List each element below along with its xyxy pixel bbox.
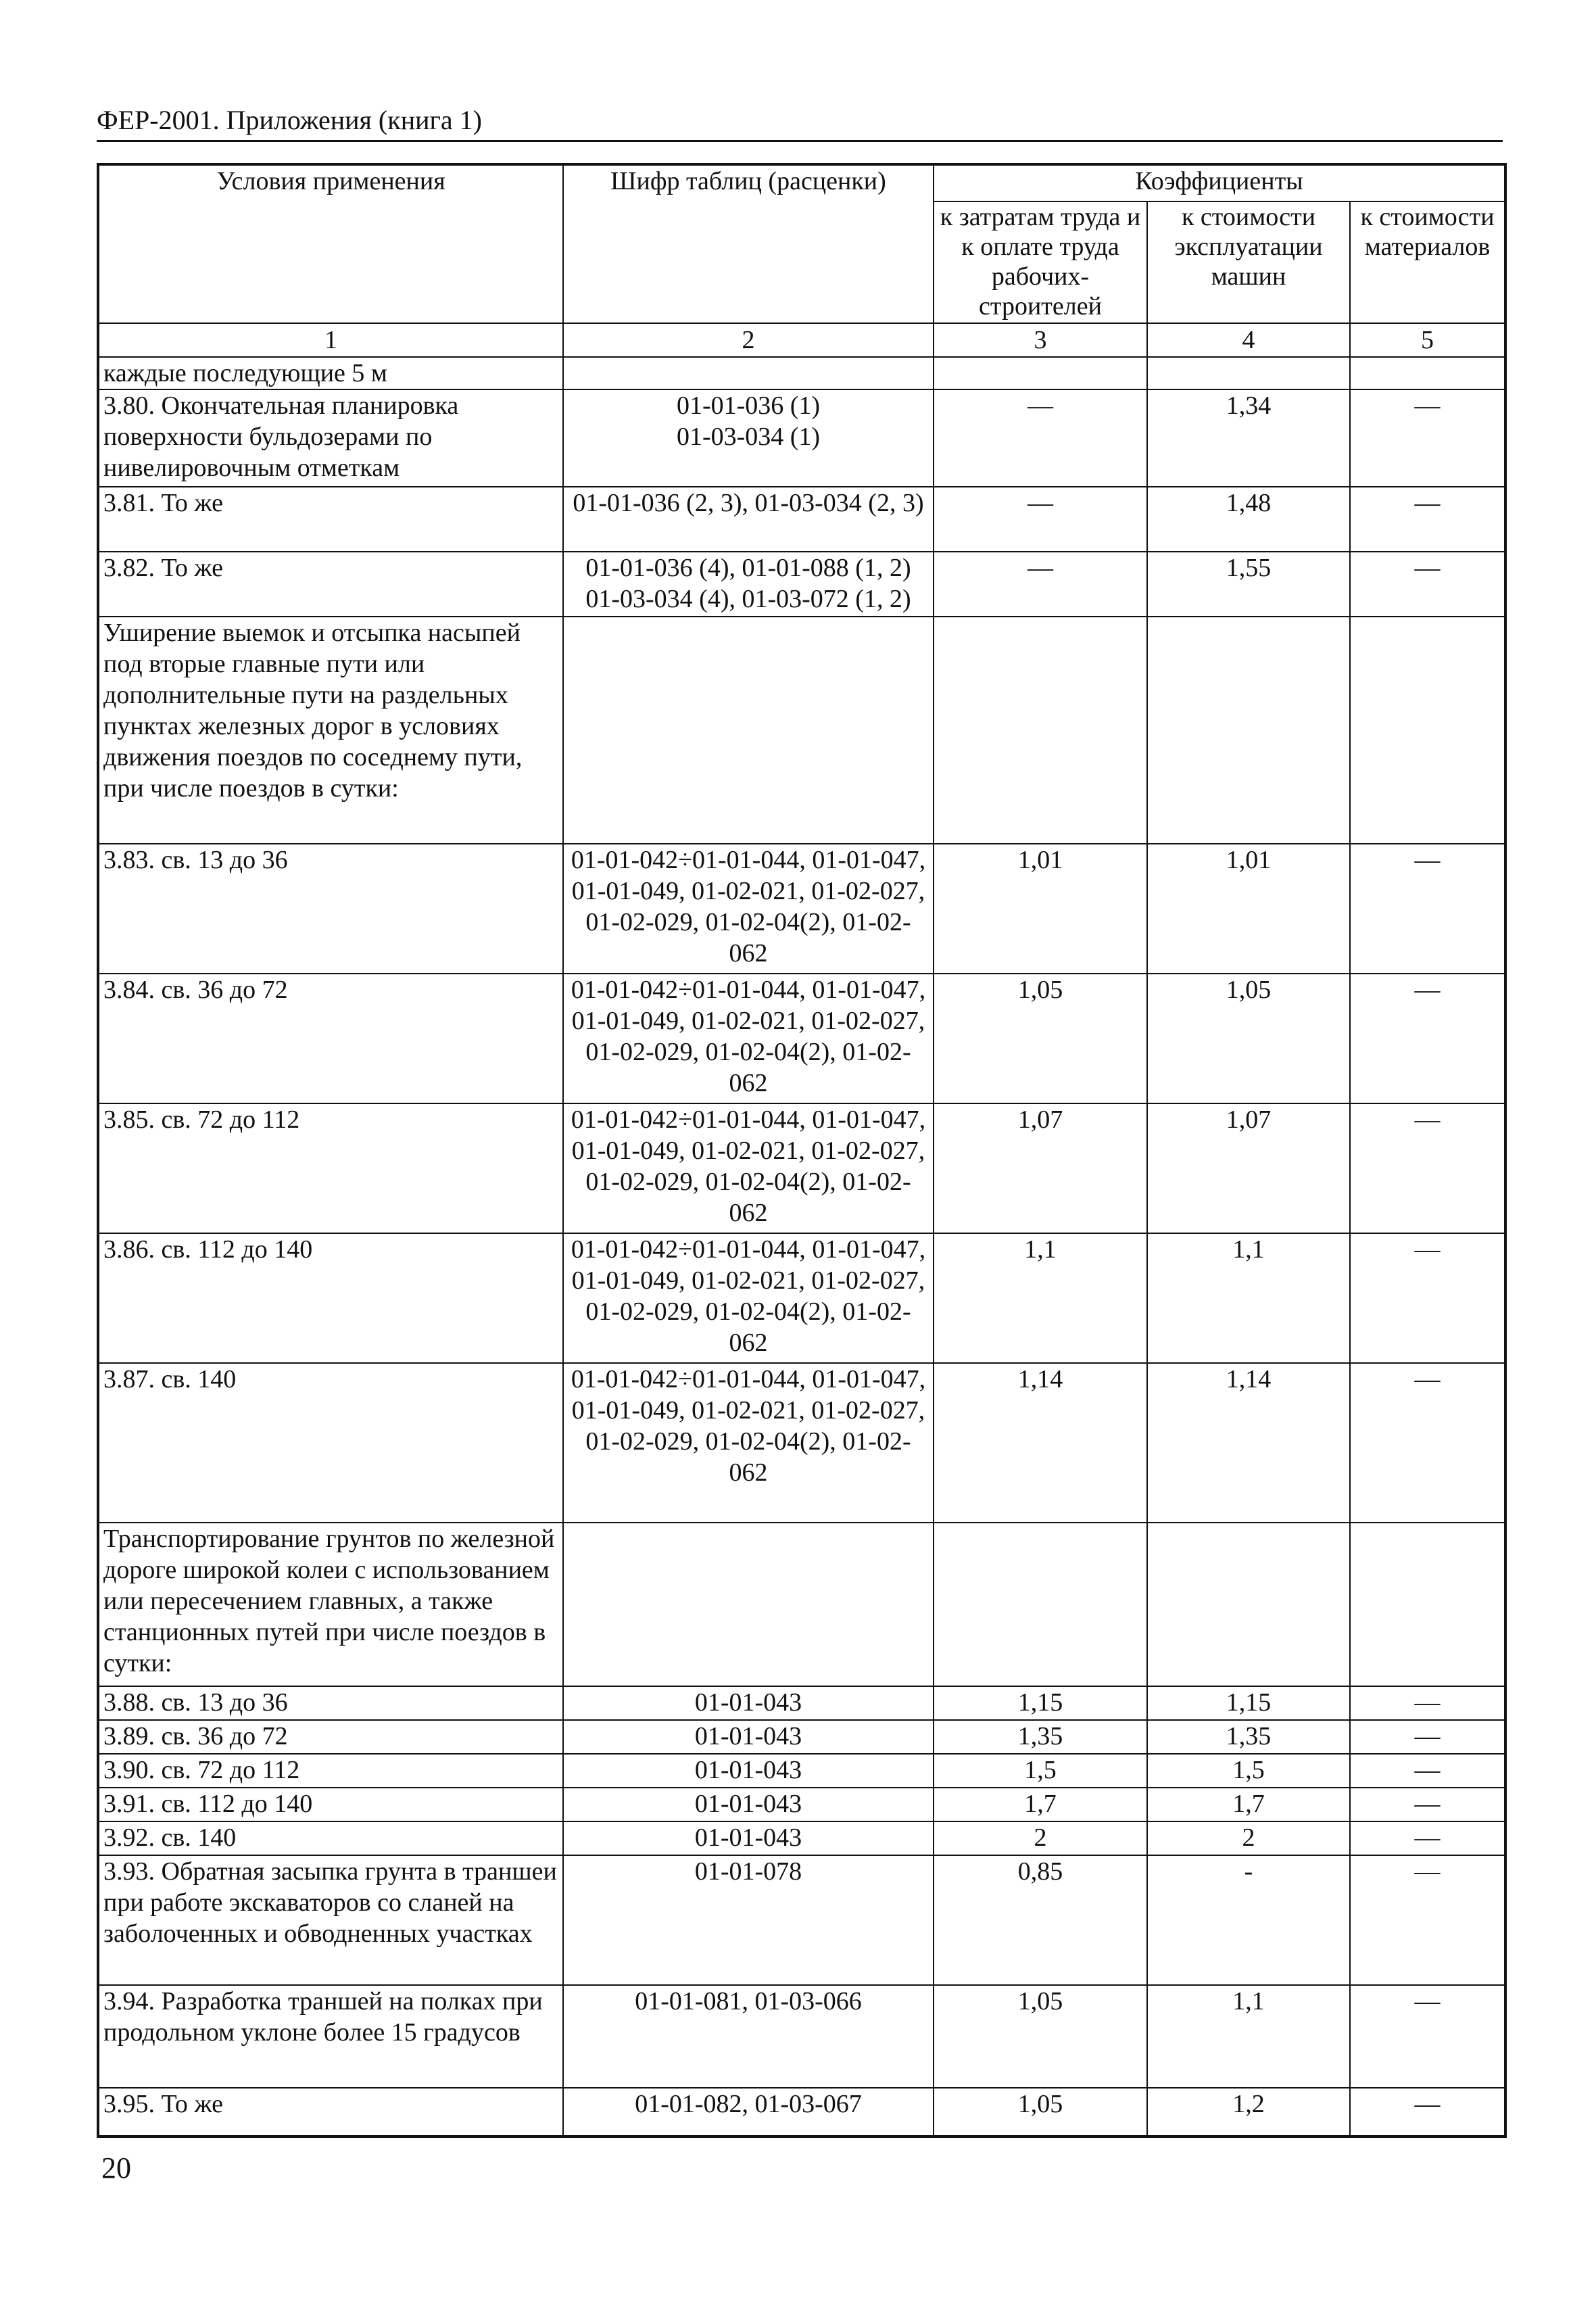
table-row: [98, 1754, 1505, 1788]
column-number: 1: [98, 323, 563, 357]
cell-c1: Уширение выемок и отсыпка насыпей под вторые главные пути или дополнительные пути на раздельных пунктах железных дорог в условиях движения поездов по соседнему пути, при числе поездов в сутки:: [98, 617, 563, 844]
cell-c3: 1,1: [934, 1233, 1147, 1363]
cell-c3: [934, 617, 1147, 844]
running-header: ФЕР-2001. Приложения (книга 1): [97, 105, 482, 135]
cell-c2: 01-01-043: [563, 1788, 934, 1821]
cell-c3: 1,05: [934, 974, 1147, 1103]
cell-c5: —: [1350, 1754, 1505, 1788]
cell-c4: 1,15: [1147, 1686, 1350, 1720]
cell-c4: 1,5: [1147, 1754, 1350, 1788]
cell-c3: 1,05: [934, 1985, 1147, 2088]
table-row: [98, 2088, 1505, 2137]
cell-c4: 1,07: [1147, 1103, 1350, 1233]
cell-c3: 1,7: [934, 1788, 1147, 1821]
cell-c5: —: [1350, 2088, 1505, 2137]
cell-c1: 3.83. св. 13 до 36: [98, 844, 563, 974]
table-row: [98, 1821, 1505, 1855]
cell-c2: 01-01-043: [563, 1686, 934, 1720]
cell-c3: 1,05: [934, 2088, 1147, 2137]
cell-c1: 3.88. св. 13 до 36: [98, 1686, 563, 1720]
cell-c3: 1,07: [934, 1103, 1147, 1233]
cell-c4: 1,01: [1147, 844, 1350, 974]
cell-c5: —: [1350, 389, 1505, 487]
cell-c3: 1,35: [934, 1720, 1147, 1754]
cell-c4: 2: [1147, 1821, 1350, 1855]
header-code: Шифр таблиц (расценки): [563, 164, 934, 323]
column-number: 4: [1147, 323, 1350, 357]
table-row: [98, 357, 1505, 389]
cell-c1: 3.95. То же: [98, 2088, 563, 2137]
cell-c4: [1147, 1523, 1350, 1686]
cell-c4: [1147, 357, 1350, 389]
cell-c5: —: [1350, 552, 1505, 617]
cell-c2: 01-01-042÷01-01-044, 01-01-047, 01-01-049, 01-02-021, 01-02-027, 01-02-029, 01-02-04(2), 01-02-062: [563, 844, 934, 974]
table-row: [98, 1985, 1505, 2088]
table-row: [98, 1523, 1505, 1686]
header-materials: к стоимости материалов: [1350, 201, 1505, 323]
table-row: [98, 617, 1505, 844]
cell-c1: 3.85. св. 72 до 112: [98, 1103, 563, 1233]
cell-c5: [1350, 1523, 1505, 1686]
cell-c3: —: [934, 389, 1147, 487]
cell-c5: —: [1350, 1821, 1505, 1855]
cell-c5: —: [1350, 974, 1505, 1103]
cell-c2: 01-01-081, 01-03-066: [563, 1985, 934, 2088]
cell-c5: —: [1350, 1788, 1505, 1821]
cell-c3: [934, 357, 1147, 389]
cell-c4: 1,34: [1147, 389, 1350, 487]
cell-c5: —: [1350, 1363, 1505, 1523]
cell-c3: 1,5: [934, 1754, 1147, 1788]
cell-c2: 01-01-042÷01-01-044, 01-01-047, 01-01-049, 01-02-021, 01-02-027, 01-02-029, 01-02-04(2), 01-02-062: [563, 1233, 934, 1363]
cell-c5: —: [1350, 487, 1505, 552]
cell-c4: 1,14: [1147, 1363, 1350, 1523]
table-row: [98, 1855, 1505, 1985]
header-rule: [97, 140, 1503, 142]
cell-c4: 1,2: [1147, 2088, 1350, 2137]
coefficients-table: [97, 163, 1507, 2138]
table-row: [98, 487, 1505, 552]
cell-c1: Транспортирование грунтов по железной дороге широкой колеи с использованием или пересечением главных, а также станционных путей при числе поездов в сутки:: [98, 1523, 563, 1686]
cell-c1: 3.93. Обратная засыпка грунта в траншеи при работе экскаваторов со сланей на заболоченных и обводненных участках: [98, 1855, 563, 1985]
cell-c2: 01-01-078: [563, 1855, 934, 1985]
cell-c2: 01-01-036 (2, 3), 01-03-034 (2, 3): [563, 487, 934, 552]
cell-c1: 3.84. св. 36 до 72: [98, 974, 563, 1103]
table-row: [98, 1788, 1505, 1821]
cell-c1: 3.94. Разработка траншей на полках при продольном уклоне более 15 градусов: [98, 1985, 563, 2088]
cell-c2: [563, 617, 934, 844]
table-row: [98, 1233, 1505, 1363]
cell-c2: 01-01-043: [563, 1754, 934, 1788]
cell-c5: [1350, 357, 1505, 389]
table-row: [98, 974, 1505, 1103]
table-row: [98, 844, 1505, 974]
cell-c5: —: [1350, 844, 1505, 974]
column-number: 3: [934, 323, 1147, 357]
cell-c3: —: [934, 552, 1147, 617]
column-number: 2: [563, 323, 934, 357]
cell-c5: —: [1350, 1985, 1505, 2088]
cell-c5: —: [1350, 1720, 1505, 1754]
cell-c1: 3.82. То же: [98, 552, 563, 617]
cell-c4: 1,05: [1147, 974, 1350, 1103]
cell-c2: [563, 1523, 934, 1686]
table-row: [98, 552, 1505, 617]
cell-c3: 1,01: [934, 844, 1147, 974]
cell-c2: 01-01-042÷01-01-044, 01-01-047, 01-01-049, 01-02-021, 01-02-027, 01-02-029, 01-02-04(2), 01-02-062: [563, 1103, 934, 1233]
cell-c4: [1147, 617, 1350, 844]
cell-c1: 3.92. св. 140: [98, 1821, 563, 1855]
cell-c4: -: [1147, 1855, 1350, 1985]
cell-c1: 3.91. св. 112 до 140: [98, 1788, 563, 1821]
cell-c4: 1,35: [1147, 1720, 1350, 1754]
table-row: [98, 1720, 1505, 1754]
cell-c2: [563, 357, 934, 389]
table-row: [98, 1103, 1505, 1233]
cell-c4: 1,48: [1147, 487, 1350, 552]
cell-c4: 1,1: [1147, 1985, 1350, 2088]
column-number: 5: [1350, 323, 1505, 357]
table-row: [98, 1686, 1505, 1720]
cell-c2: 01-01-042÷01-01-044, 01-01-047, 01-01-049, 01-02-021, 01-02-027, 01-02-029, 01-02-04(2), 01-02-062: [563, 1363, 934, 1523]
cell-c4: 1,7: [1147, 1788, 1350, 1821]
cell-c5: —: [1350, 1103, 1505, 1233]
cell-c1: 3.86. св. 112 до 140: [98, 1233, 563, 1363]
cell-c2: 01-01-043: [563, 1821, 934, 1855]
header-machines: к стоимости эксплуатации машин: [1147, 201, 1350, 323]
cell-c5: [1350, 617, 1505, 844]
cell-c3: 1,15: [934, 1686, 1147, 1720]
cell-c2: 01-01-043: [563, 1720, 934, 1754]
header-coefficients: Коэффициенты: [934, 164, 1505, 201]
cell-c1: каждые последующие 5 м: [98, 357, 563, 389]
table-row: [98, 1363, 1505, 1523]
cell-c2: 01-01-042÷01-01-044, 01-01-047, 01-01-049, 01-02-021, 01-02-027, 01-02-029, 01-02-04(2), 01-02-062: [563, 974, 934, 1103]
page-number: 20: [101, 2151, 131, 2185]
cell-c3: —: [934, 487, 1147, 552]
cell-c3: [934, 1523, 1147, 1686]
header-labor: к затратам труда и к оплате труда рабочих-строителей: [934, 201, 1147, 323]
cell-c1: 3.90. св. 72 до 112: [98, 1754, 563, 1788]
cell-c2: 01-01-082, 01-03-067: [563, 2088, 934, 2137]
cell-c4: 1,1: [1147, 1233, 1350, 1363]
cell-c3: 1,14: [934, 1363, 1147, 1523]
cell-c5: —: [1350, 1686, 1505, 1720]
cell-c5: —: [1350, 1855, 1505, 1985]
cell-c5: —: [1350, 1233, 1505, 1363]
cell-c1: 3.89. св. 36 до 72: [98, 1720, 563, 1754]
cell-c1: 3.80. Окончательная планировка поверхности бульдозерами по нивелировочным отметкам: [98, 389, 563, 487]
cell-c3: 2: [934, 1821, 1147, 1855]
header-conditions: Условия применения: [98, 164, 563, 323]
cell-c2: 01-01-036 (4), 01-01-088 (1, 2) 01-03-034 (4), 01-03-072 (1, 2): [563, 552, 934, 617]
cell-c3: 0,85: [934, 1855, 1147, 1985]
table-row: [98, 389, 1505, 487]
cell-c1: 3.81. То же: [98, 487, 563, 552]
cell-c1: 3.87. св. 140: [98, 1363, 563, 1523]
cell-c4: 1,55: [1147, 552, 1350, 617]
cell-c2: 01-01-036 (1) 01-03-034 (1): [563, 389, 934, 487]
